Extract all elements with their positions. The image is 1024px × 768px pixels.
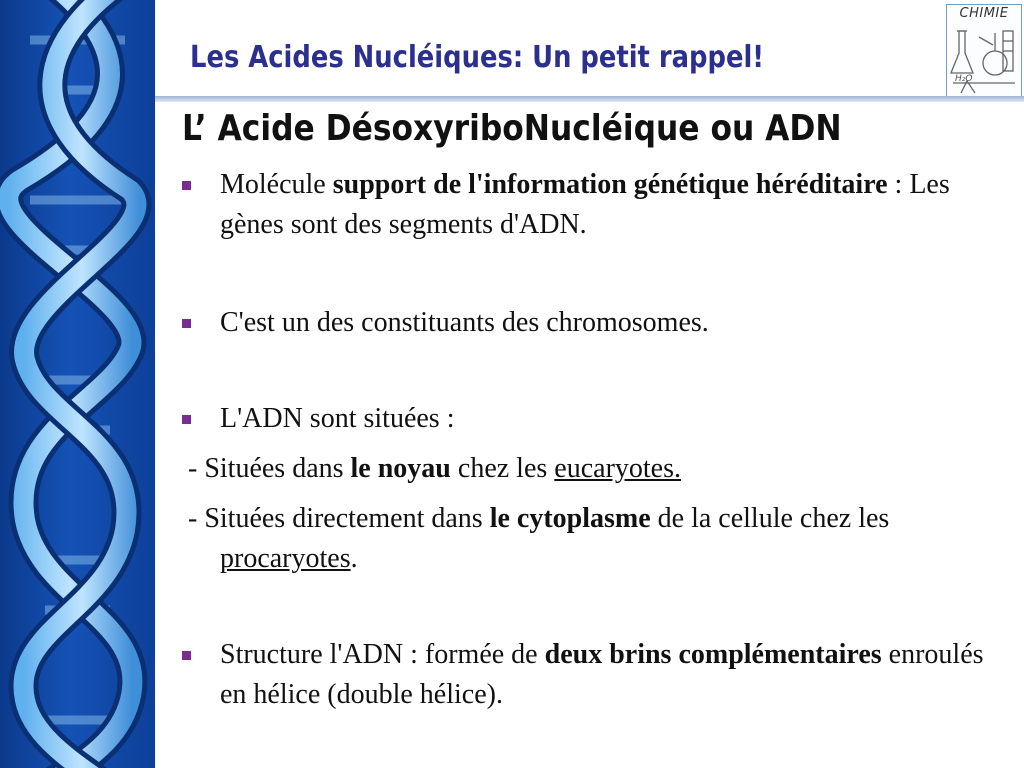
bullet-item <box>180 165 1010 245</box>
logo-text: CHIMIE <box>959 6 1009 21</box>
sub-text: de la cellule chez les <box>650 503 890 534</box>
title-divider <box>155 96 1024 102</box>
chemistry-logo <box>946 4 1022 102</box>
bullet-text: enroulés en hélice (double hélice). <box>220 639 984 710</box>
bullet-text: Molécule <box>220 169 333 200</box>
dna-helix-image <box>0 0 155 768</box>
bullet-item <box>180 303 1010 343</box>
bullet-item <box>180 635 1010 715</box>
sub-text: chez les <box>450 453 555 484</box>
bullet-text: Structure l'ADN : formée de <box>220 639 545 670</box>
bold-text: deux brins complémentaires <box>544 639 882 670</box>
bullet-item <box>180 399 1010 439</box>
bullet-square-icon <box>182 415 191 424</box>
sub-text: - Situées directement dans <box>188 503 490 534</box>
lab-equipment-icon <box>949 23 1019 97</box>
sub-item <box>180 499 1010 579</box>
sub-text: - Situées dans <box>188 453 351 484</box>
bullet-text: C'est un des constituants des chromosomes. <box>220 307 709 338</box>
sub-item <box>180 449 1010 489</box>
sub-text: . <box>350 543 358 574</box>
bullet-text: L'ADN sont situées : <box>220 403 455 434</box>
section-heading: L’ Acide DésoxyriboNucléique ou ADN <box>182 108 842 149</box>
bold-text: le noyau <box>350 453 451 484</box>
bold-text: support de l'information génétique héréditaire <box>332 169 888 200</box>
slide-content <box>180 165 1010 715</box>
bullet-square-icon <box>182 319 191 328</box>
svg-text:H₂O: H₂O <box>955 74 973 84</box>
slide-title: Les Acides Nucléiques: Un petit rappel! <box>190 40 765 75</box>
bold-text: le cytoplasme <box>489 503 651 534</box>
underlined-text: eucaryotes. <box>554 453 681 484</box>
bullet-text: : Les gènes sont des segments d'ADN. <box>220 169 950 240</box>
underlined-text: procaryotes <box>220 543 351 574</box>
bullet-square-icon <box>182 181 191 190</box>
bullet-square-icon <box>182 651 191 660</box>
